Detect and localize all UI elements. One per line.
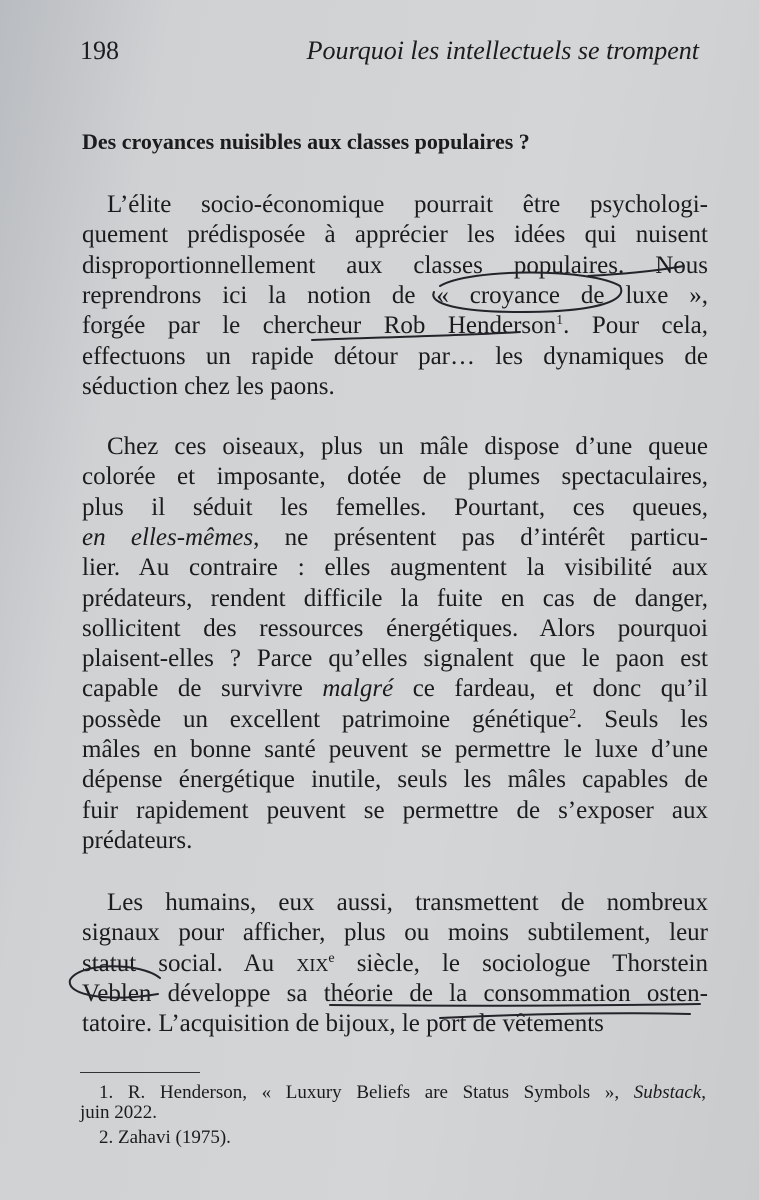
text-line [82, 644, 708, 674]
footnote-text: Substack [633, 1082, 702, 1103]
text-line [82, 918, 708, 948]
text-segment: . Seuls les [576, 705, 708, 733]
footnote-line [80, 1127, 706, 1149]
text-segment: ce fardeau, et donc qu’il [393, 675, 708, 703]
text-segment: L’élite socio-économique pourrait être psychologi- [82, 191, 708, 218]
text-line [82, 342, 708, 372]
footnote-text: juin 2022. [80, 1102, 158, 1123]
text-segment: reprendrons ici la notion de « croyance de luxe », [82, 281, 708, 309]
text-segment: possède un excellent patrimoine génétique [82, 705, 570, 733]
text-segment: xix [296, 949, 329, 977]
text-segment: mâles en bonne santé peuvent se permettre le luxe d’une [82, 736, 708, 763]
text-segment: signaux pour afficher, plus ou moins subtilement, leur [82, 919, 708, 947]
text-line [82, 462, 708, 492]
text-line [82, 674, 708, 704]
footnote-ref: 1 [556, 313, 564, 329]
page-number: 198 [80, 36, 119, 65]
text-line [82, 735, 708, 765]
text-line [82, 796, 708, 826]
text-line [82, 432, 708, 462]
text-line [82, 888, 708, 918]
text-segment: capable de survivre [82, 675, 323, 703]
text-line [82, 979, 708, 1009]
footnote-rule [80, 1072, 200, 1073]
italic-text: en elles-mêmes [82, 523, 254, 551]
text-line [82, 584, 708, 614]
text-segment: séduction chez les paons. [82, 372, 335, 400]
text-line [82, 281, 708, 311]
text-segment: , ne présentent pas d’intérêt particu- [253, 523, 709, 551]
text-segment: quement prédisposée à apprécier les idées qui nuisent [82, 221, 708, 249]
text-segment: dépense énergétique inutile, seuls les mâles capables de [82, 766, 708, 794]
footnote-ref: e [328, 950, 335, 966]
text-line [82, 949, 708, 979]
text-line [82, 493, 708, 523]
text-segment: prédateurs, rendent difficile la fuite en cas de danger, [82, 584, 708, 612]
text-line [82, 614, 708, 644]
text-segment: siècle, le sociologue Thorstein [334, 949, 708, 977]
text-line [82, 523, 708, 553]
text-segment: Veblen développe sa théorie de la consommation osten- [82, 979, 708, 1007]
text-segment: sollicitent des ressources énergétiques. Alors pourquoi [82, 614, 708, 642]
text-segment: effectuons un rapide détour par… les dynamiques de [82, 342, 708, 370]
text-segment: tatoire. L’acquisition de bijoux, le port de vêtements [82, 1010, 604, 1038]
footnote-line [80, 1082, 706, 1104]
text-line [82, 251, 708, 281]
footnote-text: , [701, 1082, 706, 1103]
footnote-line [80, 1102, 706, 1124]
text-line [82, 705, 708, 735]
text-line [82, 220, 708, 250]
text-segment: statut social. Au [82, 949, 297, 977]
text-segment: lier. Au contraire : elles augmentent la visibilité aux [82, 554, 708, 582]
text-line [82, 765, 708, 795]
text-segment: Chez ces oiseaux, plus un mâle dispose d’une queue [82, 433, 708, 460]
text-segment: plaisent-elles ? Parce qu’elles signalent que le paon est [82, 645, 708, 673]
footnote-text: 2. Zahavi (1975). [80, 1127, 231, 1148]
text-line [82, 372, 708, 402]
text-line [82, 190, 708, 220]
italic-text: malgré [322, 675, 394, 703]
footnote-text: 1. R. Henderson, « Luxury Beliefs are Status Symbols », [80, 1082, 634, 1103]
text-segment: forgée par le chercheur Rob Henderson [82, 312, 557, 340]
running-title: Pourquoi les intellectuels se trompent [306, 36, 699, 65]
text-segment: plus il séduit les femelles. Pourtant, ces queues, [82, 493, 708, 521]
text-line [82, 311, 708, 341]
text-segment: fuir rapidement peuvent se permettre de s’exposer aux [82, 796, 708, 824]
section-heading: Des croyances nuisibles aux classes populaires ? [82, 129, 530, 154]
text-line [82, 1009, 708, 1039]
text-segment: Les humains, eux aussi, transmettent de nombreux [82, 889, 708, 916]
text-line [82, 826, 708, 856]
text-segment: prédateurs. [82, 826, 193, 854]
text-line [82, 553, 708, 583]
text-segment: colorée et imposante, dotée de plumes spectaculaires, [82, 463, 708, 491]
text-segment: . Pour cela, [563, 312, 708, 340]
footnote-ref: 2 [569, 706, 577, 722]
text-segment: disproportionnellement aux classes populaires. Nous [82, 251, 708, 279]
